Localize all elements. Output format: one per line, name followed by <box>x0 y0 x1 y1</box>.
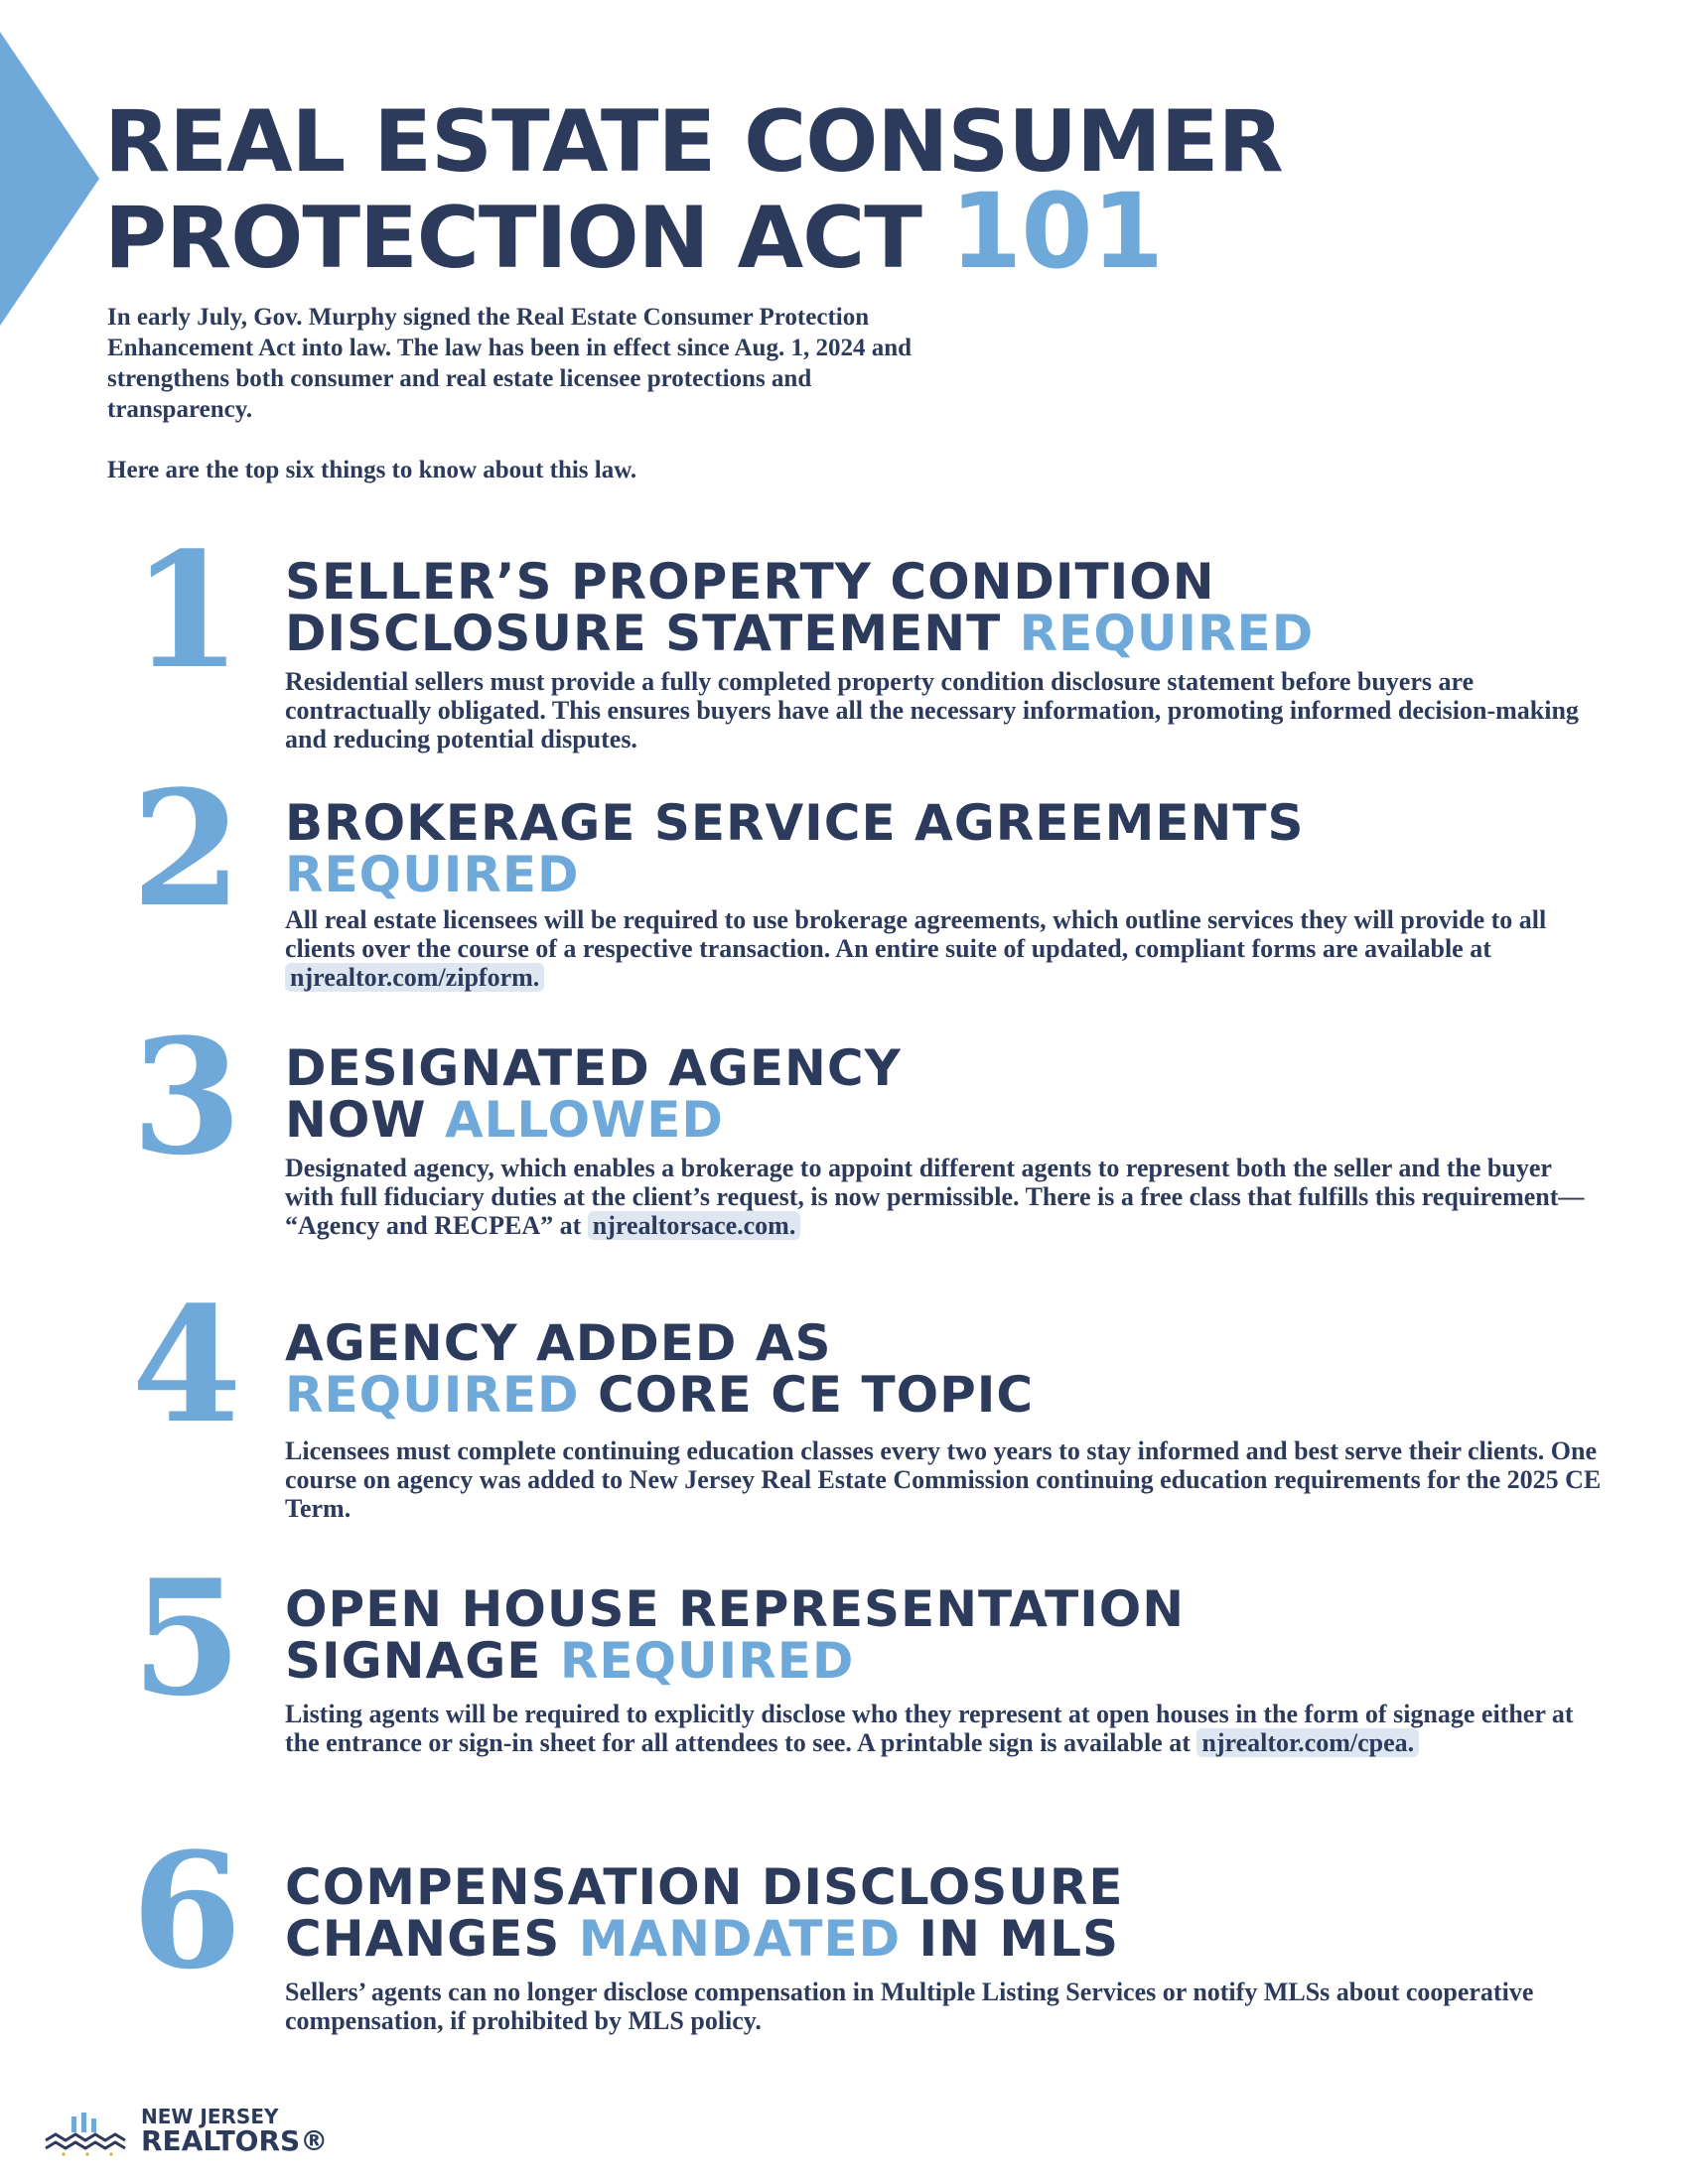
ace-link[interactable]: njrealtorsace.com. <box>588 1211 801 1240</box>
item-heading: SELLER’S PROPERTY CONDITION DISCLOSURE STATEMENT REQUIRED <box>285 553 1315 662</box>
item-heading: COMPENSATION DISCLOSURE CHANGES MANDATED IN MLS <box>285 1858 1124 1968</box>
page-title <box>104 92 1283 292</box>
item-number: 2 <box>131 755 242 942</box>
item-heading: AGENCY ADDED AS REQUIRED CORE CE TOPIC <box>285 1314 1035 1424</box>
item-body: Listing agents will be required to explicitly disclose who they represent at open houses in the form of signage either at the entrance or sign-in sheet for all attendees to see. A printable sign is available at njrealtor.com/cpea. <box>285 1700 1574 1757</box>
zipform-link[interactable]: njrealtor.com/zipform. <box>285 963 544 992</box>
item-number: 5 <box>131 1545 242 1731</box>
item-body: Residential sellers must provide a fully completed property condition disclosure statement before buyers are contractually obligated. This ensures buyers have all the necessary information, promoting informed decision-making and reducing potential disputes. <box>285 667 1579 753</box>
njr-logo <box>44 2103 361 2162</box>
item-number: 6 <box>131 1818 242 2004</box>
title-highlight: 101 <box>949 171 1163 292</box>
cpea-link[interactable]: njrealtor.com/cpea. <box>1196 1728 1419 1757</box>
item-heading: BROKERAGE SERVICE AGREEMENTS REQUIRED <box>285 794 1305 903</box>
item-number: 4 <box>131 1272 242 1458</box>
item-body: Licensees must complete continuing education classes every two years to stay informed and best serve their clients. One course on agency was added to New Jersey Real Estate Commission continuing education requirements for the 2025 CE Term. <box>285 1436 1602 1523</box>
logo-line-1: NEW JERSEY <box>141 2105 279 2128</box>
skyline-icon <box>44 2113 133 2156</box>
item-number: 3 <box>131 1004 242 1190</box>
item-heading: OPEN HOUSE REPRESENTATION SIGNAGE REQUIRED <box>285 1580 1186 1690</box>
item-number: 1 <box>131 517 242 704</box>
item-heading: DESIGNATED AGENCY NOW ALLOWED <box>285 1039 902 1149</box>
intro-lead: Here are the top six things to know about this law. <box>107 457 637 483</box>
intro-paragraph: In early July, Gov. Murphy signed the Real Estate Consumer Protection Enhancement Act into law. The law has been in effect since Aug. 1, 2024 and strengthens both consumer and real estate licensee protections and transparency. <box>107 304 912 423</box>
item-body: Designated agency, which enables a brokerage to appoint different agents to represent both the seller and the buyer with full fiduciary duties at the client’s request, is now permissible. There is a free class that fulfills this requirement— “Agency and RECPEA” at njrealtorsace.com. <box>285 1154 1585 1240</box>
title-line-1: REAL ESTATE CONSUMER <box>104 92 1283 192</box>
intro <box>107 302 931 485</box>
item-body: Sellers’ agents can no longer disclose compensation in Multiple Listing Services or notify MLSs about cooperative compensation, if prohibited by MLS policy. <box>285 1978 1534 2035</box>
decorative-triangle <box>0 32 99 326</box>
item-body: All real estate licensees will be required to use brokerage agreements, which outline services they will provide to all clients over the course of a respective transaction. An entire suite of updated, compliant forms are available at njrealtor.com/zipform. <box>285 905 1547 992</box>
logo-line-2: REALTORS® <box>141 2124 329 2157</box>
title-line-2: PROTECTION ACT <box>104 189 921 288</box>
